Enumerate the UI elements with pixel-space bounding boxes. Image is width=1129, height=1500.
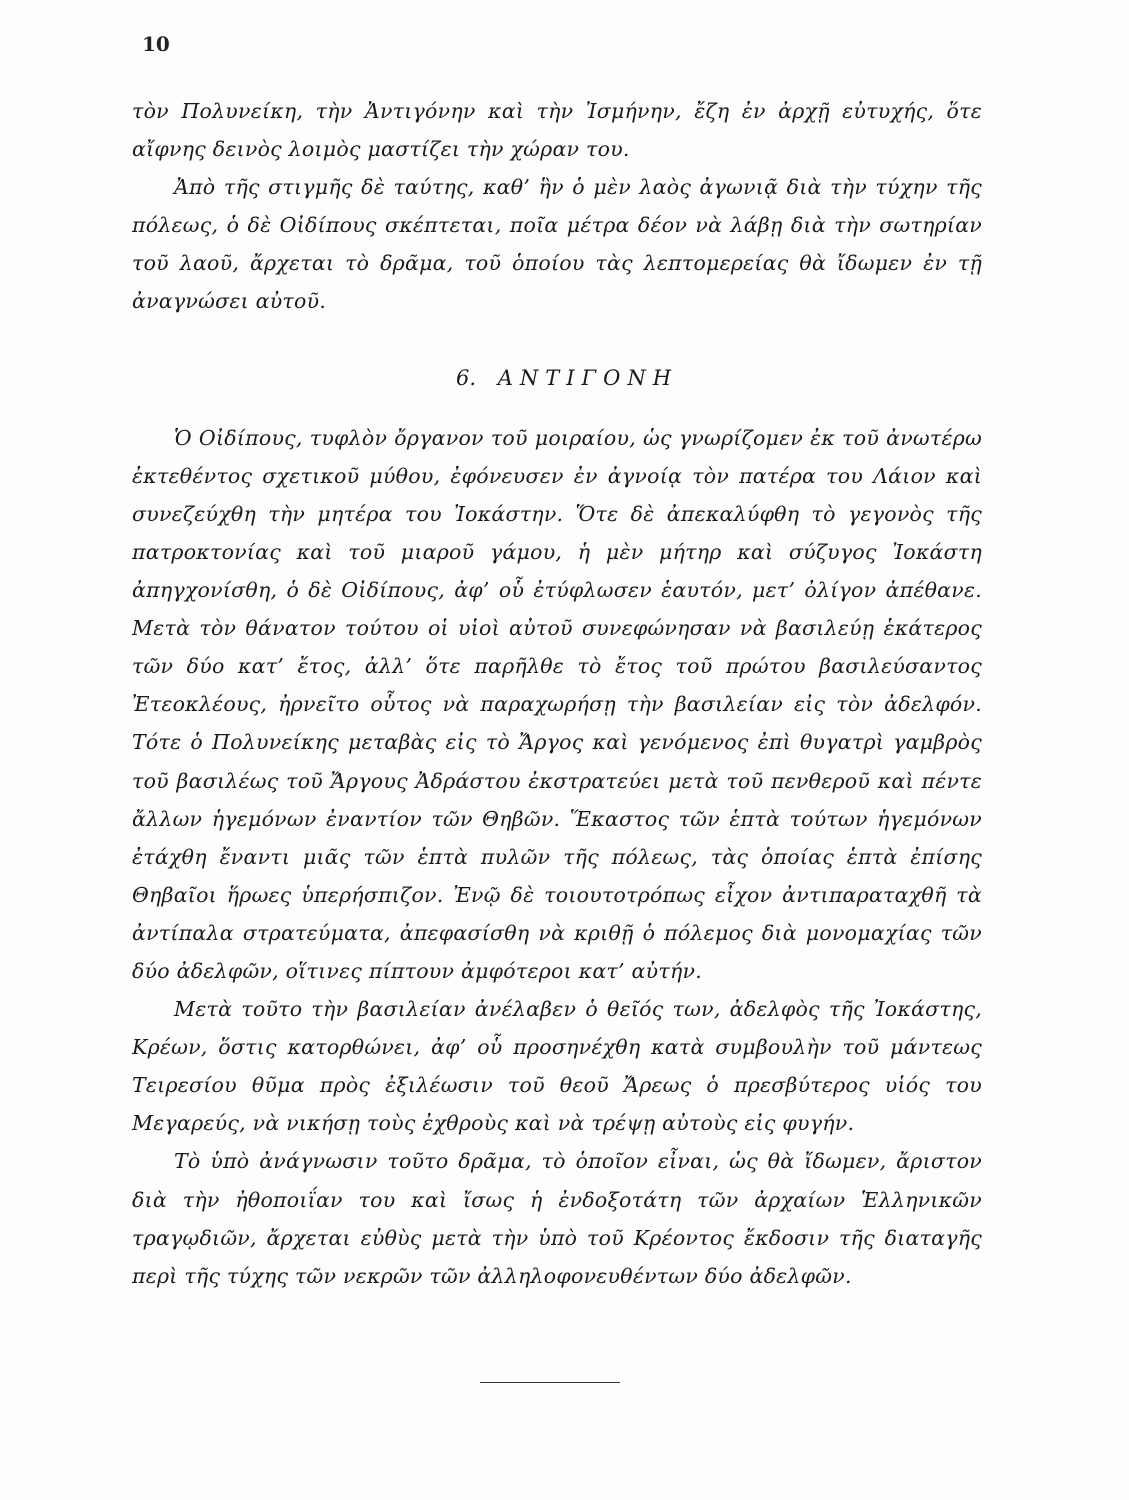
section-number: 6.	[455, 365, 477, 390]
section-heading	[132, 359, 982, 397]
page-number: 10	[142, 32, 170, 56]
paragraph-section-1: Ὁ Οἰδίπους, τυφλὸν ὄργανον τοῦ μοιραίου, ὡς γνωρίζομεν ἐκ τοῦ ἀνωτέρω ἐκτεθέντος σχετικοῦ μύθου, ἐφόνευσεν ἐν ἀγνοίᾳ τὸν πατέρα του Λάιον καὶ συνεζεύχθη τὴν μητέρα του Ἰοκάστην. Ὅτε δὲ ἀπεκαλύφθη τὸ γεγονὸς τῆς πατροκτονίας καὶ τοῦ μιαροῦ γάμου, ἡ μὲν μήτηρ καὶ σύζυγος Ἰοκάστη ἀπηγχονίσθη, ὁ δὲ Οἰδίπους, ἀφ’ οὗ ἐτύφλωσεν ἑαυτόν, μετ’ ὀλίγον ἀπέθανε. Μετὰ τὸν θάνατον τούτου οἱ υἱοὶ αὐτοῦ συνεφώνησαν νὰ βασιλεύῃ ἑκάτερος τῶν δύο κατ’ ἔτος, ἀλλ’ ὅτε παρῆλθε τὸ ἔτος τοῦ πρώτου βασιλεύσαντος Ἐτεοκλέους, ἠρνεῖτο οὗτος νὰ παραχωρήσῃ τὴν βασιλείαν εἰς τὸν ἀδελφόν. Τότε ὁ Πολυνείκης μεταβὰς εἰς τὸ Ἄργος καὶ γενόμενος ἐπὶ θυγατρὶ γαμβρὸς τοῦ βασιλέως τοῦ Ἄργους Ἀδράστου ἐκστρατεύει μετὰ τοῦ πενθεροῦ καὶ πέντε ἄλλων ἡγεμόνων ἐναντίον τῶν Θηβῶν. Ἕκαστος τῶν ἑπτὰ τούτων ἡγεμόνων ἐτάχθη ἔναντι μιᾶς τῶν ἑπτὰ πυλῶν τῆς πόλεως, τὰς ὁποίας ἑπτὰ ἐπίσης Θηβαῖοι ἥρωες ὑπερήσπιζον. Ἐνῷ δὲ τοιουτοτρόπως εἶχον ἀντιπαραταχθῆ τὰ ἀντίπαλα στρατεύματα, ἀπεφασίσθη νὰ κριθῇ ὁ πόλεμος διὰ μονομαχίας τῶν δύο ἀδελφῶν, οἵτινες πίπτουν ἀμφότεροι κατ’ αὐτήν.	[132, 425, 982, 983]
paragraph-intro-2: Ἀπὸ τῆς στιγμῆς δὲ ταύτης, καθ’ ἣν ὁ μὲν λαὸς ἀγωνιᾷ διὰ τὴν τύχην τῆς πόλεως, ὁ δὲ Οἰδίπους σκέπτεται, ποῖα μέτρα δέον νὰ λάβῃ διὰ τὴν σωτηρίαν τοῦ λαοῦ, ἄρχεται τὸ δρᾶμα, τοῦ ὁποίου τὰς λεπτομερείας θὰ ἴδωμεν ἐν τῇ ἀναγνώσει αὐτοῦ.	[132, 175, 982, 314]
paragraph-section-2: Μετὰ τοῦτο τὴν βασιλείαν ἀνέλαβεν ὁ θεῖός των, ἀδελφὸς τῆς Ἰοκάστης, Κρέων, ὅστις κατορθώνει, ἀφ’ οὗ προσηνέχθη κατὰ συμβουλὴν τοῦ μάντεως Τειρεσίου θῦμα πρὸς ἐξιλέωσιν τοῦ θεοῦ Ἄρεως ὁ πρεσβύτερος υἱός του Μεγαρεύς, νὰ νικήσῃ τοὺς ἐχθροὺς καὶ νὰ τρέψῃ αὐτοὺς εἰς φυγήν.	[132, 997, 982, 1136]
section-title: ΑΝΤΙΓΟΝΗ	[497, 365, 679, 390]
paragraph-intro-1: τὸν Πολυνείκη, τὴν Ἀντιγόνην καὶ τὴν Ἰσμήνην, ἔζη ἐν ἀρχῇ εὐτυχής, ὅτε αἴφνης δεινὸς λοιμὸς μαστίζει τὴν χώραν του.	[132, 99, 982, 162]
body-text	[132, 92, 982, 1295]
paragraph-section-3: Τὸ ὑπὸ ἀνάγνωσιν τοῦτο δρᾶμα, τὸ ὁποῖον εἶναι, ὡς θὰ ἴδωμεν, ἄριστον διὰ τὴν ἠθοποιΐαν του καὶ ἴσως ἡ ἐνδοξοτάτη τῶν ἀρχαίων Ἑλληνικῶν τραγῳδιῶν, ἄρχεται εὐθὺς μετὰ τὴν ὑπὸ τοῦ Κρέοντος ἔκδοσιν τῆς διαταγῆς περὶ τῆς τύχης τῶν νεκρῶν τῶν ἀλληλοφονευθέντων δύο ἀδελφῶν.	[132, 1149, 982, 1288]
closing-rule-divider	[480, 1382, 620, 1383]
